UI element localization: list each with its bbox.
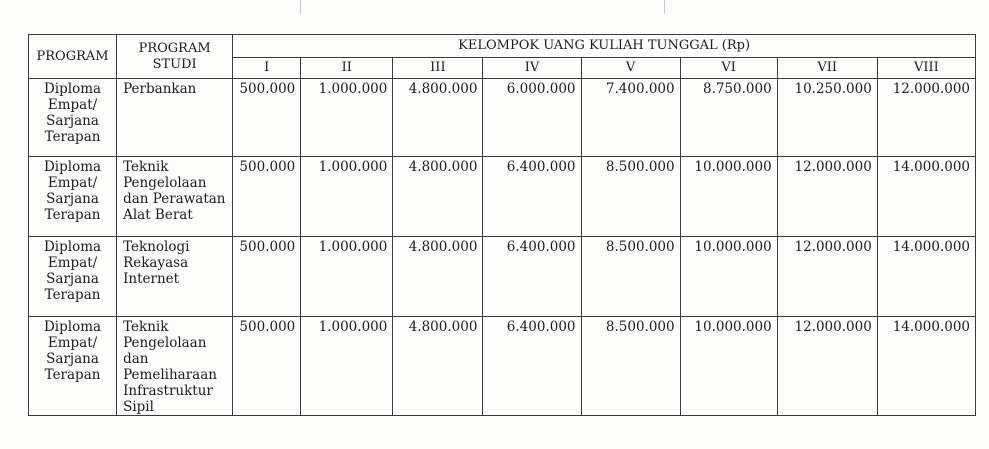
header-level-1: I <box>233 58 301 79</box>
cell-value: 14.000.000 <box>877 237 975 317</box>
cell-value: 6.400.000 <box>483 157 581 237</box>
table-row <box>29 237 976 317</box>
header-level-6: VI <box>680 58 777 79</box>
header-level-8: VIII <box>877 58 975 79</box>
cell-program-studi: Teknologi Rekayasa Internet <box>117 237 233 317</box>
header-level-4: IV <box>483 58 581 79</box>
cell-program: Diploma Empat/ Sarjana Terapan <box>29 157 117 237</box>
cell-value: 1.000.000 <box>301 317 393 416</box>
scan-mark <box>300 0 301 14</box>
cell-value: 14.000.000 <box>877 157 975 237</box>
cell-value: 1.000.000 <box>301 157 393 237</box>
cell-value: 1.000.000 <box>301 79 393 157</box>
header-level-7: VII <box>777 58 877 79</box>
header-program-studi: PROGRAM STUDI <box>117 35 233 79</box>
cell-value: 4.800.000 <box>393 79 483 157</box>
cell-value: 12.000.000 <box>877 79 975 157</box>
cell-value: 10.250.000 <box>777 79 877 157</box>
tuition-table <box>28 34 976 416</box>
header-level-3: III <box>393 58 483 79</box>
cell-program: Diploma Empat/ Sarjana Terapan <box>29 237 117 317</box>
cell-value: 4.800.000 <box>393 317 483 416</box>
cell-value: 6.000.000 <box>483 79 581 157</box>
cell-value: 8.500.000 <box>581 157 680 237</box>
cell-value: 12.000.000 <box>777 317 877 416</box>
cell-value: 1.000.000 <box>301 237 393 317</box>
cell-value: 8.500.000 <box>581 317 680 416</box>
cell-value: 12.000.000 <box>777 157 877 237</box>
header-level-2: II <box>301 58 393 79</box>
cell-program-studi: Perbankan <box>117 79 233 157</box>
cell-value: 8.750.000 <box>680 79 777 157</box>
header-program: PROGRAM <box>29 35 117 79</box>
cell-value: 500.000 <box>233 317 301 416</box>
cell-value: 12.000.000 <box>777 237 877 317</box>
table-row <box>29 157 976 237</box>
scan-mark <box>664 0 665 14</box>
cell-value: 10.000.000 <box>680 157 777 237</box>
header-ukt-group: KELOMPOK UANG KULIAH TUNGGAL (Rp) <box>233 35 976 58</box>
table-row <box>29 79 976 157</box>
cell-value: 7.400.000 <box>581 79 680 157</box>
cell-value: 14.000.000 <box>877 317 975 416</box>
cell-value: 500.000 <box>233 157 301 237</box>
cell-value: 6.400.000 <box>483 237 581 317</box>
header-row-group <box>29 35 976 58</box>
cell-value: 10.000.000 <box>680 237 777 317</box>
cell-value: 500.000 <box>233 79 301 157</box>
cell-program: Diploma Empat/ Sarjana Terapan <box>29 317 117 416</box>
cell-program-studi: Teknik Pengelolaan dan Pemeliharaan Infrastruktur Sipil <box>117 317 233 416</box>
cell-value: 6.400.000 <box>483 317 581 416</box>
header-level-5: V <box>581 58 680 79</box>
cell-value: 8.500.000 <box>581 237 680 317</box>
cell-value: 4.800.000 <box>393 237 483 317</box>
cell-program-studi: Teknik Pengelolaan dan Perawatan Alat Berat <box>117 157 233 237</box>
cell-program: Diploma Empat/ Sarjana Terapan <box>29 79 117 157</box>
cell-value: 10.000.000 <box>680 317 777 416</box>
table-row <box>29 317 976 416</box>
cell-value: 500.000 <box>233 237 301 317</box>
cell-value: 4.800.000 <box>393 157 483 237</box>
